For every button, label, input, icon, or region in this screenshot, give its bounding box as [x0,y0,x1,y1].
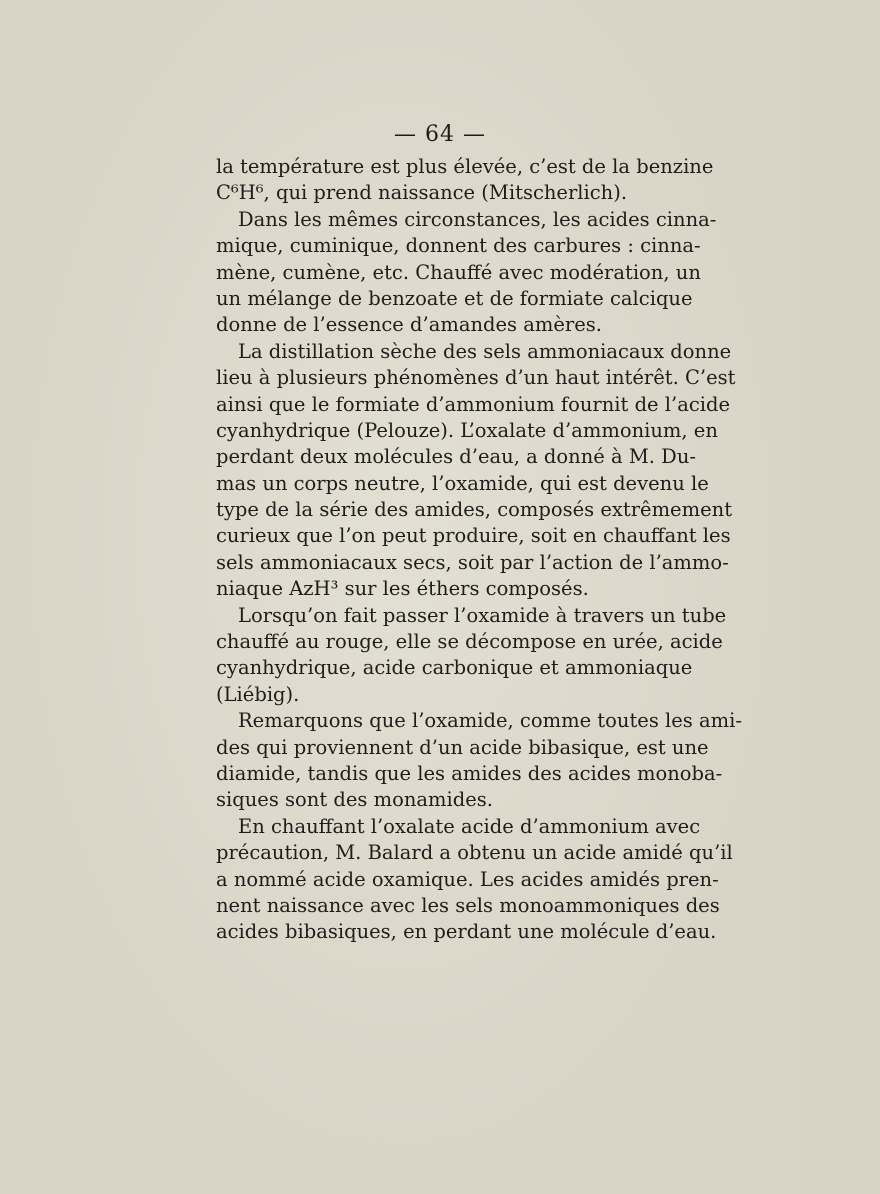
text-line: mas un corps neutre, l’oxamide, qui est devenu le [216,471,709,495]
text-line: lieu à plusieurs phénomènes d’un haut intérêt. C’est [216,366,736,390]
text-line: (Liébig). [216,682,300,706]
text-line: des qui proviennent d’un acide bibasique, est une [216,735,709,759]
text-line: a nommé acide oxamique. Les acides amidés pren- [216,867,719,891]
text-line: la température est plus élevée, c’est de la benzine [216,155,714,178]
text-line: donne de l’essence d’amandes amères. [216,313,602,337]
text-line: sels ammoniacaux secs, soit par l’action de l’ammo- [216,550,729,574]
text-line: nent naissance avec les sels monoammoniques des [216,893,720,917]
text-line: siques sont des monamides. [216,788,493,812]
text-line: chauffé au rouge, elle se décompose en urée, acide [216,630,723,654]
text-line: diamide, tandis que les amides des acides monoba- [216,761,723,785]
text-line: perdant deux molécules d’eau, a donné à M. Du- [216,445,696,469]
text-line: ainsi que le formiate d’ammonium fournit de l’acide [216,392,731,416]
text-line: La distillation sèche des sels ammoniacaux donne [238,339,732,363]
text-line: cyanhydrique, acide carbonique et ammoniaque [216,656,693,680]
text-line: Lorsqu’on fait passer l’oxamide à travers un tube [238,603,727,627]
text-line: niaque AzH³ sur les éthers composés. [216,577,589,601]
text-line: C⁶H⁶, qui prend naissance (Mitscherlich). [216,181,628,205]
text-line: acides bibasiques, en perdant une molécule d’eau. [216,920,717,944]
text-line: curieux que l’on peut produire, soit en chauffant les [216,524,731,548]
text-line: Remarquons que l’oxamide, comme toutes les ami- [238,709,742,733]
text-line: type de la série des amides, composés extrêmement [216,498,733,522]
body-text [216,154,742,946]
text-line: En chauffant l’oxalate acide d’ammonium avec [238,814,701,838]
text-line: Dans les mêmes circonstances, les acides cinna- [238,207,717,231]
text-line: mène, cumène, etc. Chauffé avec modération, un [216,260,701,284]
text-line: mique, cuminique, donnent des carbures : cinna- [216,234,701,258]
text-line: un mélange de benzoate et de formiate calcique [216,286,693,310]
page-number: — 64 — [394,122,486,147]
text-line: cyanhydrique (Pelouze). L’oxalate d’ammonium, en [216,418,718,442]
text-line: précaution, M. Balard a obtenu un acide amidé qu’il [216,841,733,865]
